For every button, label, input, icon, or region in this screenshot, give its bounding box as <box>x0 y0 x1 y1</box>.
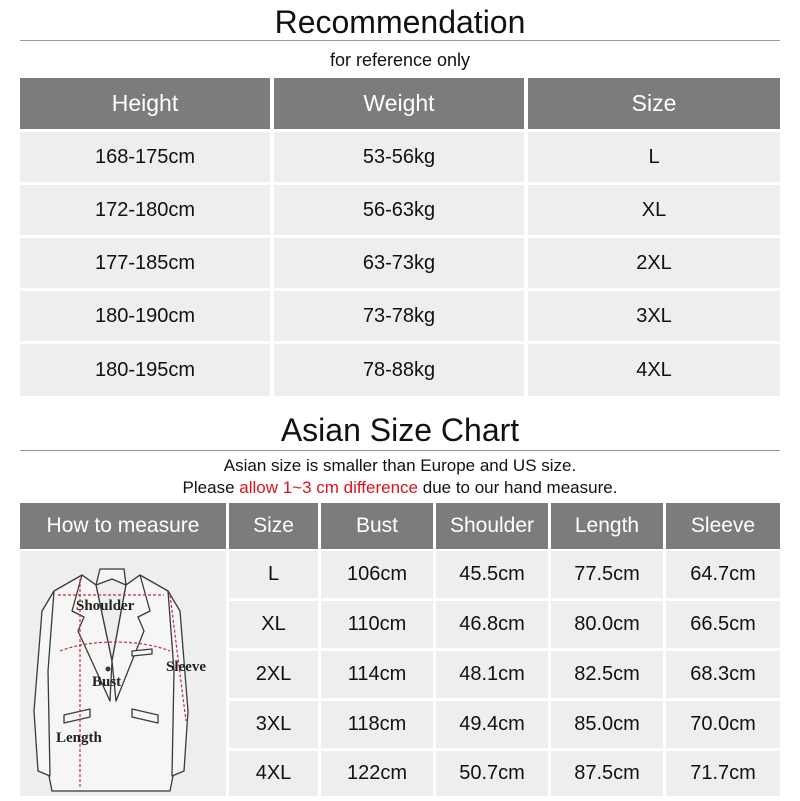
table-cell: 49.4cm <box>436 701 548 748</box>
table-cell: 87.5cm <box>551 751 663 796</box>
table-cell: 106cm <box>321 551 433 598</box>
table-cell: 71.7cm <box>666 751 780 796</box>
table-cell: 64.7cm <box>666 551 780 598</box>
table-cell: 85.0cm <box>551 701 663 748</box>
measure-note-highlight: allow 1~3 cm difference <box>239 478 419 497</box>
table-cell: 82.5cm <box>551 651 663 698</box>
table-cell: 53-56kg <box>274 132 524 182</box>
size-chart-divider <box>20 450 780 451</box>
table-cell: 180-190cm <box>20 291 270 341</box>
table-cell: 180-195cm <box>20 344 270 396</box>
table-cell: 63-73kg <box>274 238 524 288</box>
table-cell: 110cm <box>321 601 433 648</box>
table-cell: 3XL <box>229 701 318 748</box>
table-cell: 48.1cm <box>436 651 548 698</box>
header-weight: Weight <box>274 78 524 129</box>
header-sleeve: Sleeve <box>666 503 780 549</box>
table-cell: 2XL <box>528 238 780 288</box>
recommendation-title: Recommendation <box>274 4 526 40</box>
table-cell: 50.7cm <box>436 751 548 796</box>
table-cell: 45.5cm <box>436 551 548 598</box>
table-cell: 80.0cm <box>551 601 663 648</box>
header-length: Length <box>551 503 663 549</box>
measure-note <box>0 477 800 499</box>
table-cell: 168-175cm <box>20 132 270 182</box>
measure-note-suffix: due to our hand measure. <box>418 478 618 497</box>
header-how-to-measure: How to measure <box>20 503 226 549</box>
size-note: Asian size is smaller than Europe and US size. <box>223 456 577 475</box>
jacket-diagram <box>20 551 226 796</box>
table-cell: 66.5cm <box>666 601 780 648</box>
header-size: Size <box>229 503 318 549</box>
table-cell: 78-88kg <box>274 344 524 396</box>
table-cell: 118cm <box>321 701 433 748</box>
table-cell: 114cm <box>321 651 433 698</box>
table-cell: 46.8cm <box>436 601 548 648</box>
table-cell: 77.5cm <box>551 551 663 598</box>
diagram-label-sleeve: Sleeve <box>166 659 206 675</box>
diagram-label-length: Length <box>56 730 102 746</box>
table-cell: 177-185cm <box>20 238 270 288</box>
table-cell: XL <box>528 185 780 235</box>
table-cell: 68.3cm <box>666 651 780 698</box>
table-cell: 56-63kg <box>274 185 524 235</box>
table-cell: L <box>528 132 780 182</box>
header-shoulder: Shoulder <box>436 503 548 549</box>
table-cell: 73-78kg <box>274 291 524 341</box>
recommendation-subtitle: for reference only <box>329 50 471 70</box>
table-cell: 70.0cm <box>666 701 780 748</box>
table-cell: XL <box>229 601 318 648</box>
diagram-label-shoulder: Shoulder <box>76 598 135 614</box>
table-cell: 3XL <box>528 291 780 341</box>
size-chart-title: Asian Size Chart <box>280 412 520 448</box>
header-bust: Bust <box>321 503 433 549</box>
table-cell: 172-180cm <box>20 185 270 235</box>
table-cell: 4XL <box>528 344 780 396</box>
header-height: Height <box>20 78 270 129</box>
diagram-label-bust: Bust <box>92 674 122 690</box>
title-divider <box>20 40 780 41</box>
header-size: Size <box>528 78 780 129</box>
table-cell: L <box>229 551 318 598</box>
measure-note-prefix: Please <box>182 478 240 497</box>
table-cell: 2XL <box>229 651 318 698</box>
table-cell: 4XL <box>229 751 318 796</box>
table-cell: 122cm <box>321 751 433 796</box>
